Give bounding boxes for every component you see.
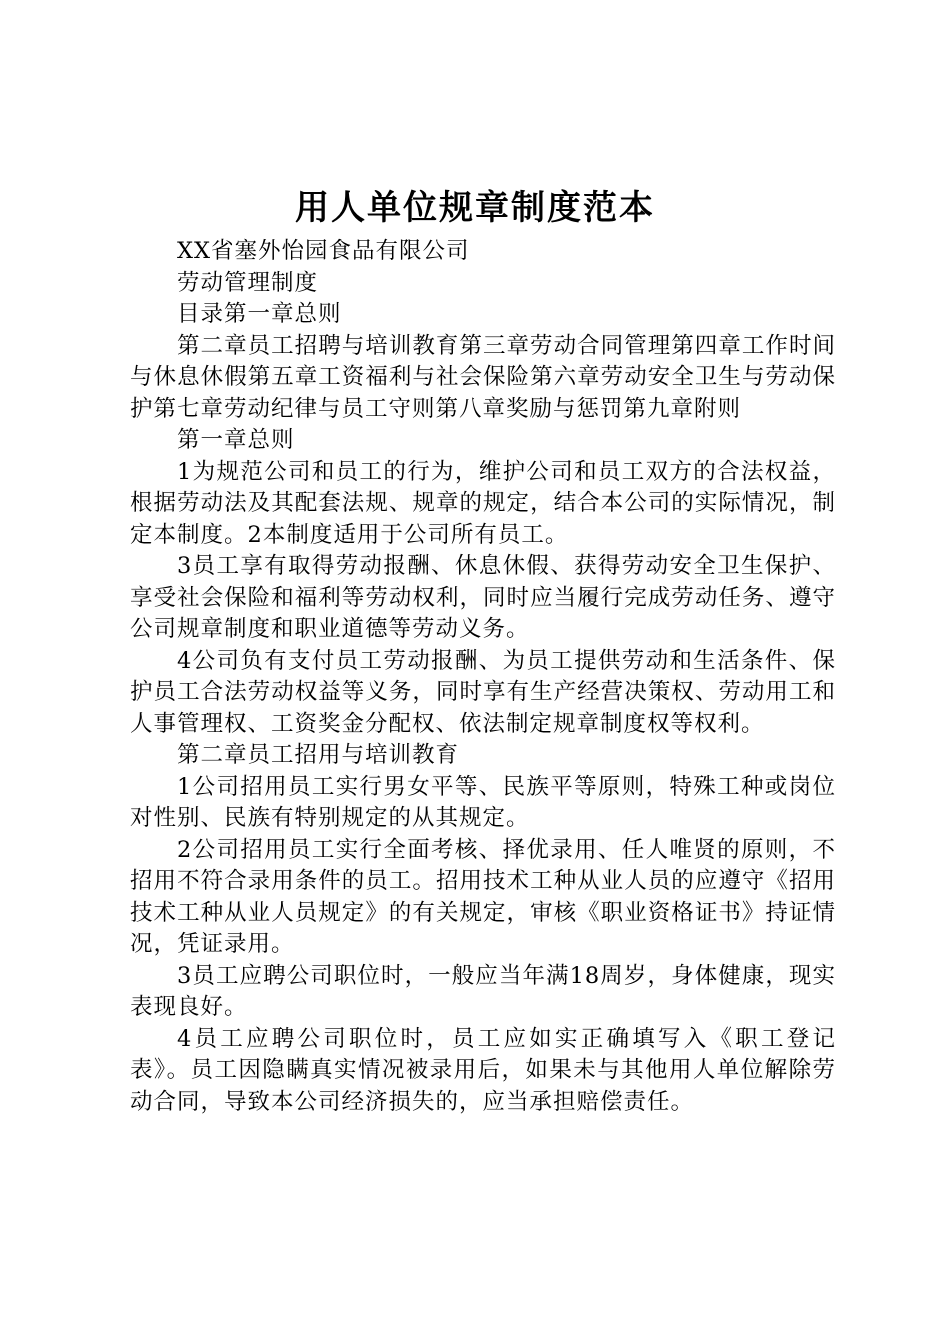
body-paragraph: 4员工应聘公司职位时，员工应如实正确填写入《职工登记表》。员工因隐瞒真实情况被录用后，如果未与其他用人单位解除劳动合同，导致本公司经济损失的，应当承担赔偿责任。 (130, 1025, 836, 1115)
document-title: 用人单位规章制度范本 (295, 188, 655, 228)
body-paragraph: 1为规范公司和员工的行为，维护公司和员工双方的合法权益，根据劳动法及其配套法规、规章的规定，结合本公司的实际情况，制定本制度。2本制度适用于公司所有员工。 (130, 458, 836, 548)
chapter-heading: 第一章总则 (177, 427, 295, 453)
document-body (130, 236, 836, 1118)
company-name: XX省塞外怡园食品有限公司 (177, 238, 470, 264)
body-paragraph: 2公司招用员工实行全面考核、择优录用、任人唯贤的原则，不招用不符合录用条件的员工。招用技术工种从业人员的应遵守《招用技术工种从业人员规定》的有关规定，审核《职业资格证书》持证情况，凭证录用。 (130, 836, 836, 957)
chapter-heading: 第二章员工招用与培训教育 (177, 742, 460, 768)
body-paragraph: 3员工应聘公司职位时，一般应当年满18周岁，身体健康，现实表现良好。 (130, 962, 836, 1020)
toc-chapters: 第二章员工招聘与培训教育第三章劳动合同管理第四章工作时间与休息休假第五章工资福利与社会保险第六章劳动安全卫生与劳动保护第七章劳动纪律与员工守则第八章奖励与惩罚第九章附则 (130, 332, 836, 422)
body-paragraph: 4公司负有支付员工劳动报酬、为员工提供劳动和生活条件、保护员工合法劳动权益等义务，同时享有生产经营决策权、劳动用工和人事管理权、工资奖金分配权、依法制定规章制度权等权利。 (130, 647, 836, 737)
regulation-name: 劳动管理制度 (177, 269, 319, 296)
body-paragraph: 3员工享有取得劳动报酬、休息休假、获得劳动安全卫生保护、享受社会保险和福利等劳动权利，同时应当履行完成劳动任务、遵守公司规章制度和职业道德等劳动义务。 (130, 553, 836, 642)
toc-heading: 目录第一章总则 (177, 301, 342, 327)
body-paragraph: 1公司招用员工实行男女平等、民族平等原则，特殊工种或岗位对性别、民族有特别规定的从其规定。 (130, 773, 836, 831)
